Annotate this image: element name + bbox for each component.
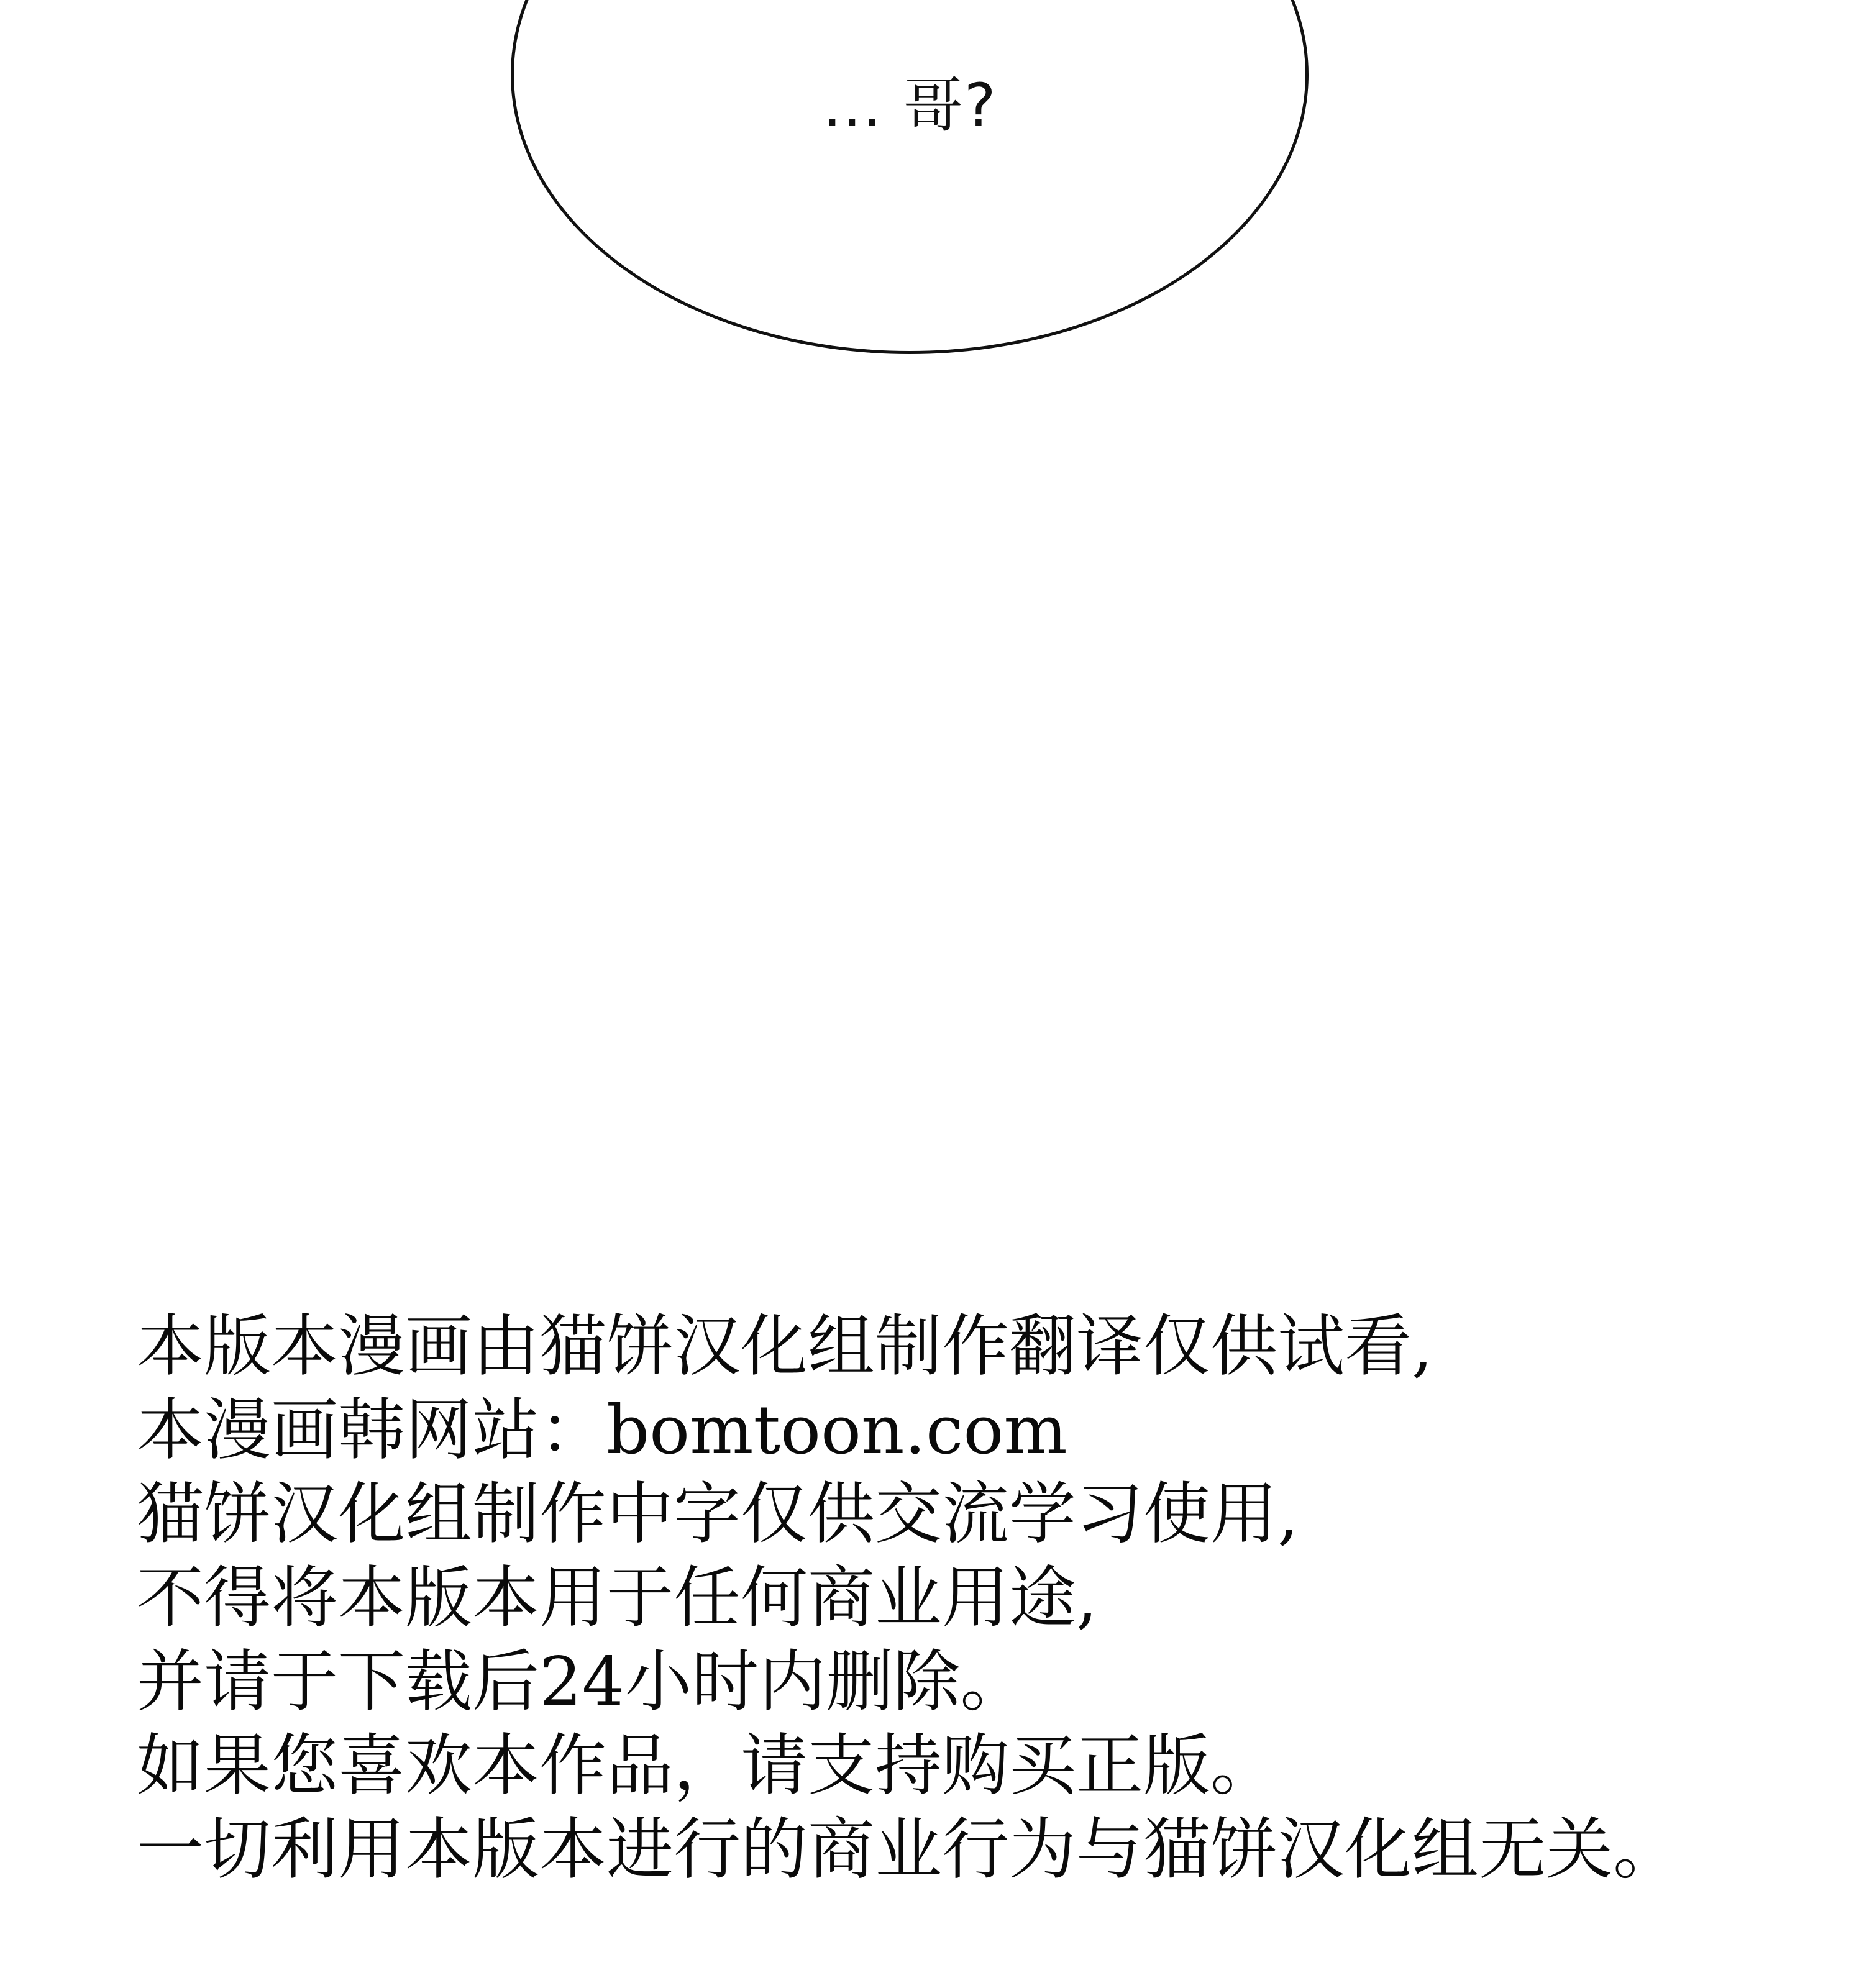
disclaimer-line: 不得将本版本用于任何商业用途, [137, 1559, 1098, 1637]
disclaimer-line: 本版本漫画由猫饼汉化组制作翻译仅供试看, [137, 1308, 1433, 1385]
disclaimer-notice [137, 1305, 1814, 1892]
disclaimer-line: 并请于下载后24小时内删除。 [137, 1643, 1028, 1721]
disclaimer-line: 猫饼汉化组制作中字仅供交流学习使用, [137, 1475, 1299, 1553]
speech-bubble-text: … 哥? [822, 71, 997, 140]
disclaimer-line: 一切利用本版本进行的商业行为与猫饼汉化组无关。 [137, 1811, 1681, 1889]
disclaimer-line-website: 本漫画韩网站：bomtoon.com [137, 1392, 1067, 1469]
disclaimer-line: 如果您喜欢本作品，请支持购买正版。 [137, 1727, 1278, 1805]
speech-bubble [511, 0, 1309, 354]
